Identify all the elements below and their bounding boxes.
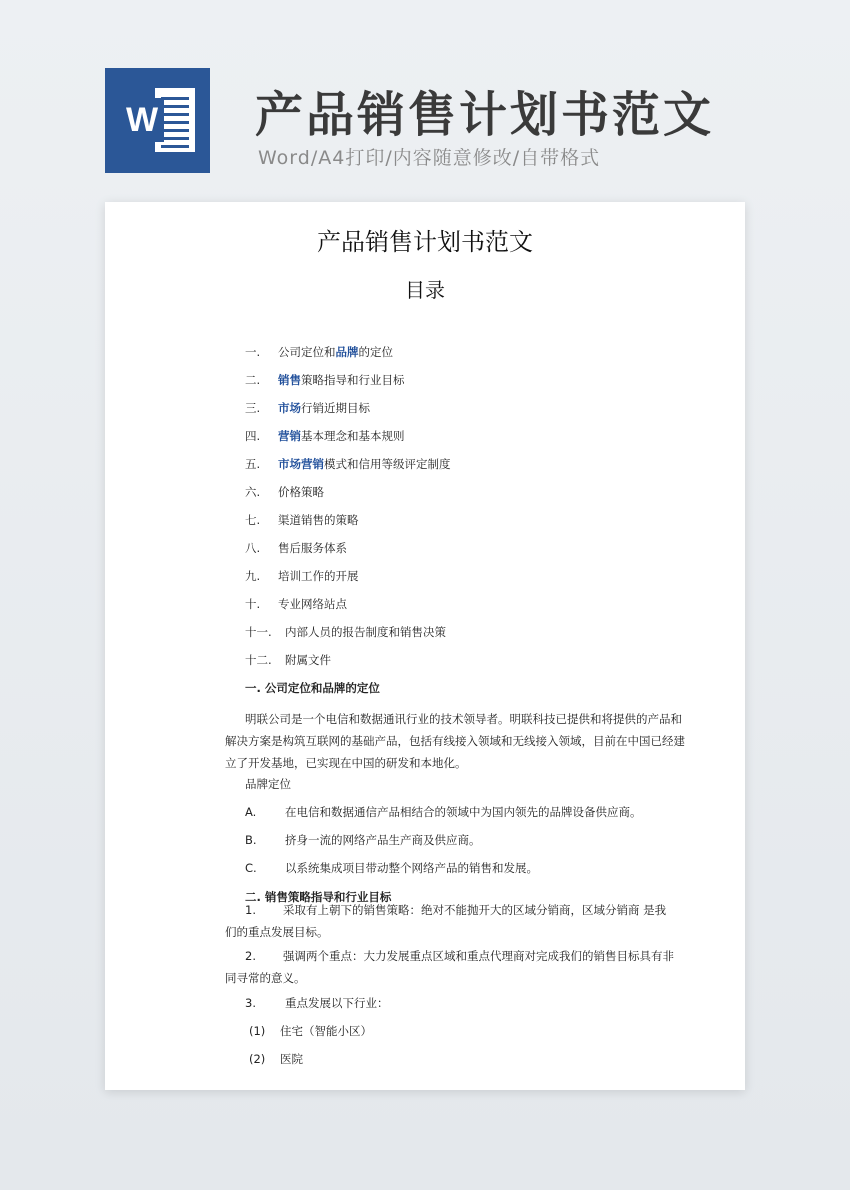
document-page [105, 202, 745, 1090]
toc-item[interactable]: 十一. 内部人员的报告制度和销售决策 [245, 625, 446, 639]
toc-item[interactable]: 七. 渠道销售的策略 [245, 513, 359, 527]
banner [0, 0, 850, 200]
section-paragraph: 明联公司是一个电信和数据通讯行业的技术领导者。明联科技已提供和将提供的产品和 解决方案是构筑互联网的基础产品，包括有线接入领域和无线接入领域，目前在中国已经建 立了开发基地，已实现在中国的研发和本地化。 [225, 712, 685, 770]
toc-item[interactable]: 二. 销售策略指导和行业目标 [245, 373, 405, 387]
section-heading: 二. 销售策略指导和行业目标 [245, 890, 392, 904]
list-item: 1. 采取有上朝下的销售策略：绝对不能抛开大的区域分销商，区域分销商 是我 们的重点发展目标。 [225, 903, 667, 939]
document-title: 产品销售计划书范文 [317, 228, 533, 256]
toc-item[interactable]: 五. 市场营销模式和信用等级评定制度 [245, 457, 451, 471]
banner-title: 产品销售计划书范文 [255, 87, 715, 143]
list-item: 2. 强调两个重点：大力发展重点区域和重点代理商对完成我们的销售目标具有非 同寻常的意义。 [225, 949, 674, 985]
toc-item[interactable]: 十. 专业网络站点 [245, 597, 347, 611]
brand-label: 品牌定位 [245, 777, 291, 791]
toc-item[interactable]: 四. 营销基本理念和基本规则 [245, 429, 405, 443]
word-app-icon [105, 68, 210, 173]
toc-item[interactable]: 六. 价格策略 [245, 485, 324, 499]
list-item: 3. 重点发展以下行业： [245, 996, 389, 1010]
toc-item[interactable]: 三. 市场行销近期目标 [245, 401, 370, 415]
toc-heading: 目录 [405, 278, 445, 302]
list-item: (1) 住宅（智能小区） [249, 1024, 372, 1038]
word-letter: W [120, 98, 164, 142]
banner-subtitle: Word/A4打印/内容随意修改/自带格式 [258, 147, 601, 169]
toc-item[interactable]: 十二. 附属文件 [245, 653, 331, 667]
list-item: (2) 医院 [249, 1052, 303, 1066]
list-item: A. 在电信和数据通信产品相结合的领域中为国内领先的品牌设备供应商。 [245, 805, 642, 819]
list-item: B. 挤身一流的网络产品生产商及供应商。 [245, 833, 481, 847]
section-heading: 一. 公司定位和品牌的定位 [245, 681, 380, 695]
list-item: C. 以系统集成项目带动整个网络产品的销售和发展。 [245, 861, 538, 875]
toc-item[interactable]: 一. 公司定位和品牌的定位 [245, 345, 393, 359]
toc-item[interactable]: 八. 售后服务体系 [245, 541, 347, 555]
toc-item[interactable]: 九. 培训工作的开展 [245, 569, 359, 583]
